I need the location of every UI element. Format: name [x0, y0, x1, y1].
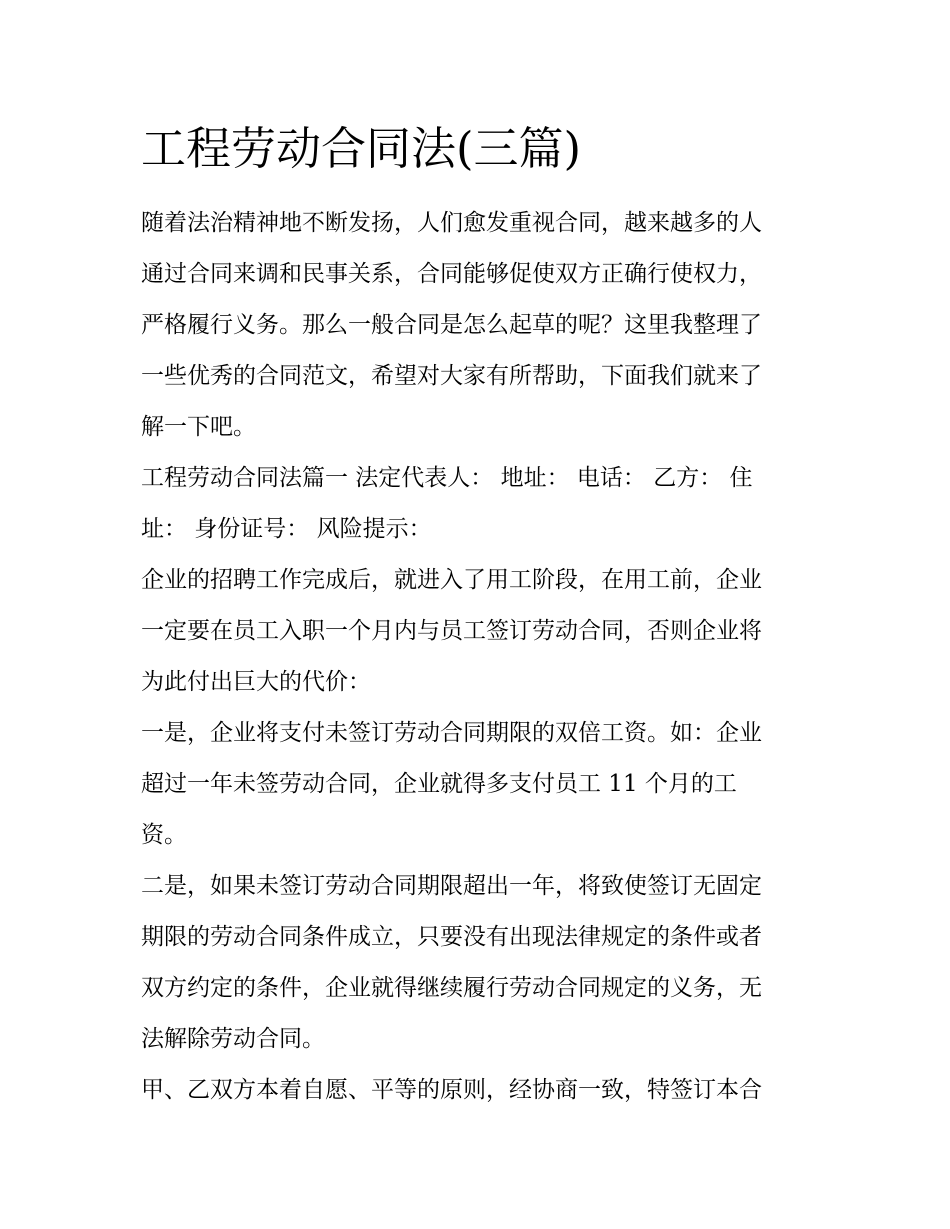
document-title: 工程劳动合同法(三篇) — [141, 122, 582, 175]
paragraph-line: 通过合同来调和民事关系，合同能够促使双方正确行使权力， — [141, 261, 762, 287]
paragraph-line: 企业的招聘工作完成后，就进入了用工阶段，在用工前，企业 — [141, 567, 762, 593]
paragraph-line: 期限的劳动合同条件成立，只要没有出现法律规定的条件或者 — [141, 924, 762, 950]
document-content — [141, 118, 813, 1116]
paragraph-line: 一定要在员工入职一个月内与员工签订劳动合同，否则企业将 — [141, 618, 762, 644]
paragraph-agreement — [141, 1065, 813, 1116]
paragraph-line: 解一下吧。 — [141, 414, 256, 440]
paragraph-risk-two — [141, 861, 813, 1065]
paragraph-risk-intro — [141, 555, 813, 708]
paragraph-line: 为此付出巨大的代价： — [141, 669, 371, 695]
paragraph-line: 资。 — [141, 822, 187, 848]
paragraph-risk-one — [141, 708, 813, 861]
paragraph-line: 法解除劳动合同。 — [141, 1026, 325, 1052]
paragraph-line: 一是，企业将支付未签订劳动合同期限的双倍工资。如：企业 — [141, 720, 762, 746]
paragraph-contract-fields — [141, 453, 813, 555]
paragraph-line: 甲、乙双方本着自愿、平等的原则，经协商一致，特签订本合 — [141, 1077, 762, 1103]
paragraph-intro — [141, 198, 813, 453]
paragraph-line: 严格履行义务。那么一般合同是怎么起草的呢？这里我整理了 — [141, 312, 762, 338]
paragraph-line: 二是，如果未签订劳动合同期限超出一年，将致使签订无固定 — [141, 873, 762, 899]
paragraph-line: 超过一年未签劳动合同，企业就得多支付员工 11 个月的工 — [141, 771, 737, 797]
paragraph-line: 址： 身份证号： 风险提示： — [141, 516, 432, 542]
paragraph-line: 随着法治精神地不断发扬，人们愈发重视合同，越来越多的人 — [141, 210, 762, 236]
paragraph-line: 双方约定的条件，企业就得继续履行劳动合同规定的义务，无 — [141, 975, 762, 1001]
paragraph-line: 一些优秀的合同范文，希望对大家有所帮助，下面我们就来了 — [141, 363, 762, 389]
paragraph-line: 工程劳动合同法篇一 法定代表人： 地址： 电话： 乙方： 住 — [141, 465, 753, 491]
